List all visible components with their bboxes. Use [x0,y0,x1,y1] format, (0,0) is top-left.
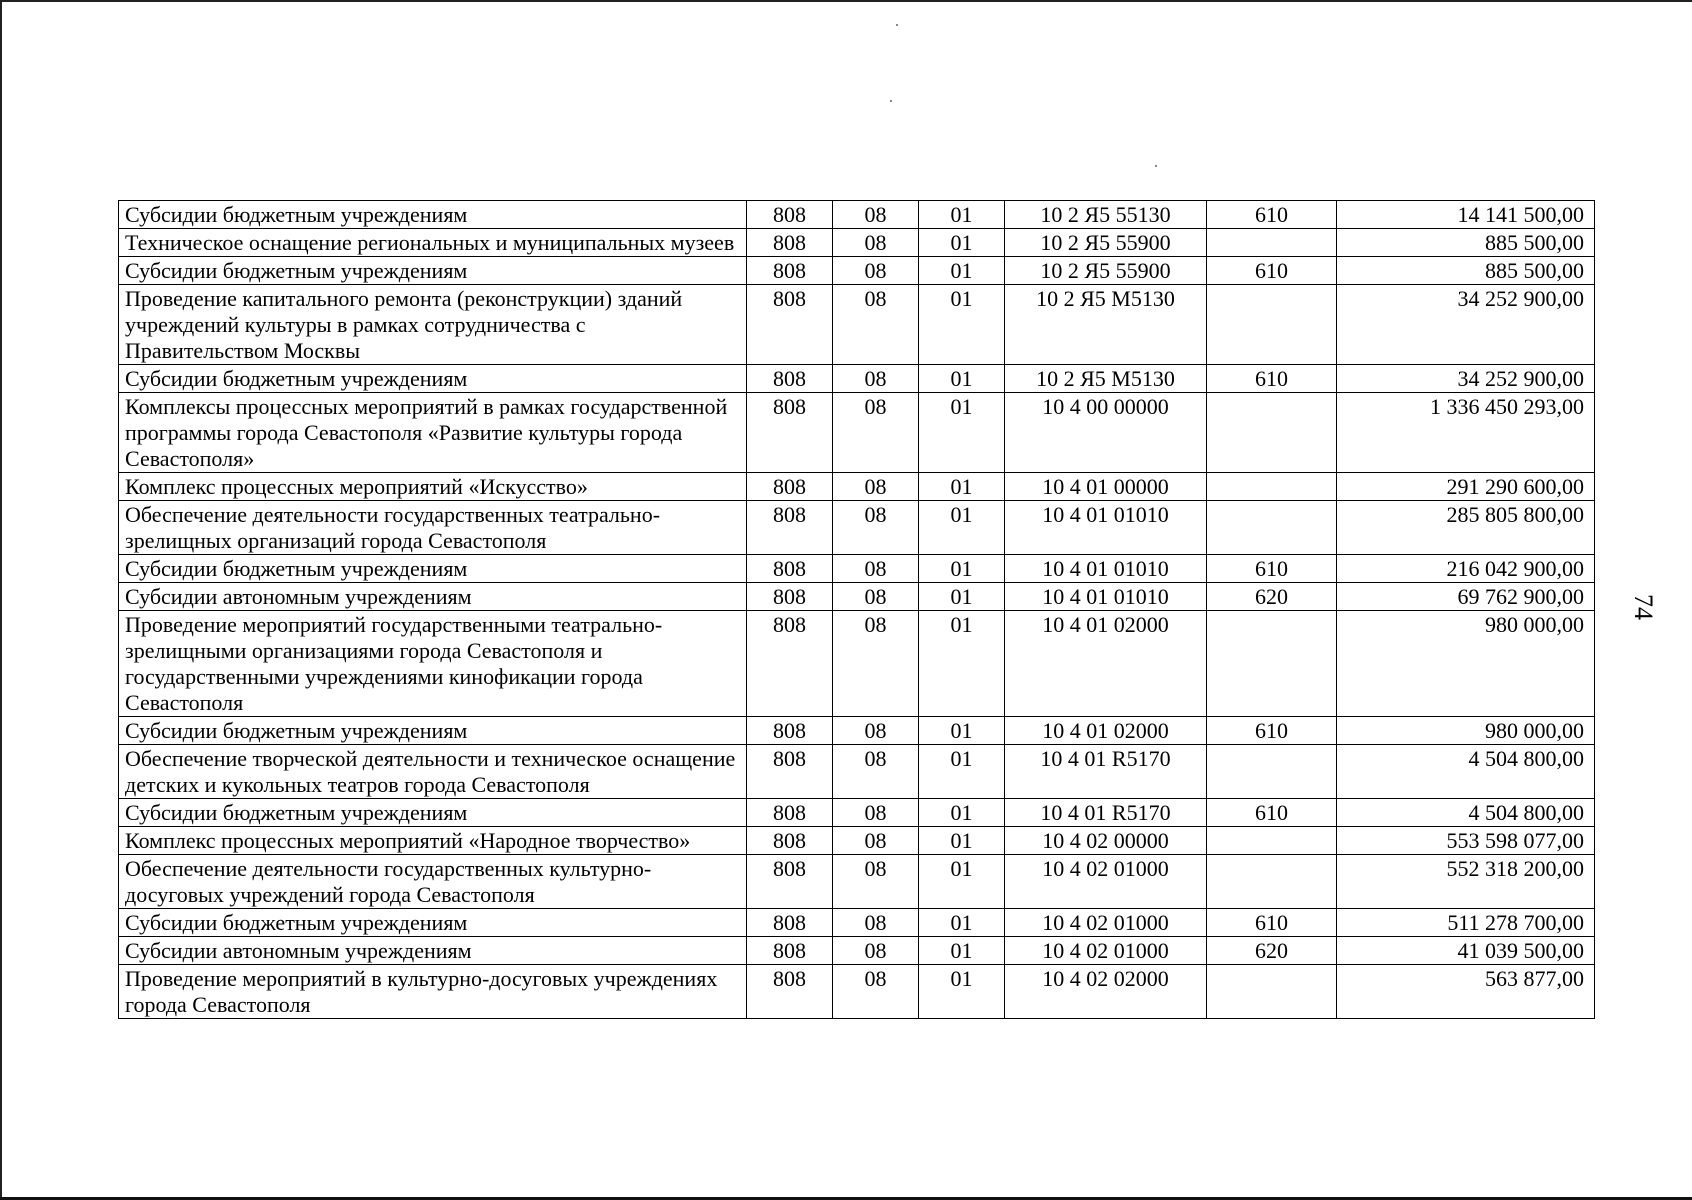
table-row [119,937,1595,965]
row-section-code: 08 [833,965,919,1019]
row-expense-type [1207,611,1337,717]
scan-speck [896,24,898,26]
row-subsection-code: 01 [919,745,1005,799]
row-ved-code: 808 [747,285,833,365]
row-ved-code: 808 [747,611,833,717]
table-row [119,717,1595,745]
row-target-article: 10 4 02 01000 [1005,909,1207,937]
row-section-code: 08 [833,909,919,937]
row-ved-code: 808 [747,745,833,799]
row-target-article: 10 4 01 02000 [1005,611,1207,717]
row-expense-type [1207,855,1337,909]
table-row [119,827,1595,855]
row-amount: 4 504 800,00 [1337,745,1595,799]
row-amount: 34 252 900,00 [1337,285,1595,365]
row-subsection-code: 01 [919,365,1005,393]
table-row [119,555,1595,583]
row-section-code: 08 [833,827,919,855]
row-expense-type: 610 [1207,201,1337,229]
table-row [119,501,1595,555]
row-target-article: 10 2 Я5 55130 [1005,201,1207,229]
row-expense-type [1207,285,1337,365]
row-section-code: 08 [833,229,919,257]
row-subsection-code: 01 [919,473,1005,501]
row-ved-code: 808 [747,827,833,855]
row-target-article: 10 4 00 00000 [1005,393,1207,473]
row-subsection-code: 01 [919,827,1005,855]
budget-table [118,200,1595,1019]
row-name: Субсидии бюджетным учреждениям [119,555,747,583]
scan-border-left [0,0,2,1200]
row-target-article: 10 4 01 R5170 [1005,799,1207,827]
row-target-article: 10 4 02 00000 [1005,827,1207,855]
row-amount: 69 762 900,00 [1337,583,1595,611]
row-expense-type [1207,501,1337,555]
row-name: Субсидии бюджетным учреждениям [119,365,747,393]
row-amount: 563 877,00 [1337,965,1595,1019]
row-amount: 41 039 500,00 [1337,937,1595,965]
row-section-code: 08 [833,473,919,501]
row-ved-code: 808 [747,365,833,393]
row-section-code: 08 [833,365,919,393]
row-ved-code: 808 [747,965,833,1019]
row-subsection-code: 01 [919,285,1005,365]
row-name: Комплекс процессных мероприятий «Народное творчество» [119,827,747,855]
scan-speck [890,100,892,102]
table-row [119,855,1595,909]
row-target-article: 10 2 Я5 55900 [1005,229,1207,257]
row-subsection-code: 01 [919,501,1005,555]
row-expense-type: 610 [1207,909,1337,937]
table-row [119,745,1595,799]
row-section-code: 08 [833,501,919,555]
row-expense-type: 620 [1207,583,1337,611]
row-section-code: 08 [833,257,919,285]
row-section-code: 08 [833,799,919,827]
row-expense-type [1207,965,1337,1019]
row-expense-type [1207,229,1337,257]
row-expense-type [1207,473,1337,501]
row-subsection-code: 01 [919,611,1005,717]
row-name: Субсидии автономным учреждениям [119,583,747,611]
row-amount: 980 000,00 [1337,611,1595,717]
row-ved-code: 808 [747,257,833,285]
row-ved-code: 808 [747,937,833,965]
row-subsection-code: 01 [919,201,1005,229]
row-amount: 885 500,00 [1337,229,1595,257]
row-expense-type: 610 [1207,799,1337,827]
page-number: 74 [1629,594,1658,620]
row-section-code: 08 [833,285,919,365]
row-ved-code: 808 [747,799,833,827]
row-amount: 1 336 450 293,00 [1337,393,1595,473]
table-row [119,393,1595,473]
row-section-code: 08 [833,393,919,473]
row-expense-type [1207,827,1337,855]
row-target-article: 10 2 Я5 55900 [1005,257,1207,285]
row-name: Субсидии бюджетным учреждениям [119,799,747,827]
row-section-code: 08 [833,937,919,965]
row-amount: 285 805 800,00 [1337,501,1595,555]
table-row [119,229,1595,257]
row-expense-type [1207,745,1337,799]
row-ved-code: 808 [747,201,833,229]
row-name: Субсидии автономным учреждениям [119,937,747,965]
row-name: Комплексы процессных мероприятий в рамках государственной программы города Севастополя «Развитие культуры города Севастополя» [119,393,747,473]
row-name: Субсидии бюджетным учреждениям [119,257,747,285]
row-target-article: 10 4 01 R5170 [1005,745,1207,799]
row-ved-code: 808 [747,501,833,555]
row-target-article: 10 4 01 01010 [1005,583,1207,611]
row-amount: 552 318 200,00 [1337,855,1595,909]
row-name: Обеспечение деятельности государственных театрально-зрелищных организаций города Севастополя [119,501,747,555]
row-subsection-code: 01 [919,229,1005,257]
row-amount: 216 042 900,00 [1337,555,1595,583]
row-name: Обеспечение творческой деятельности и техническое оснащение детских и кукольных театров города Севастополя [119,745,747,799]
row-amount: 553 598 077,00 [1337,827,1595,855]
row-target-article: 10 4 01 02000 [1005,717,1207,745]
table-row [119,257,1595,285]
row-name: Субсидии бюджетным учреждениям [119,201,747,229]
table-row [119,201,1595,229]
row-section-code: 08 [833,855,919,909]
row-subsection-code: 01 [919,257,1005,285]
row-subsection-code: 01 [919,555,1005,583]
row-amount: 4 504 800,00 [1337,799,1595,827]
table-row [119,611,1595,717]
row-name: Комплекс процессных мероприятий «Искусство» [119,473,747,501]
row-ved-code: 808 [747,555,833,583]
row-ved-code: 808 [747,909,833,937]
row-subsection-code: 01 [919,799,1005,827]
table-row [119,909,1595,937]
row-name: Субсидии бюджетным учреждениям [119,909,747,937]
row-amount: 34 252 900,00 [1337,365,1595,393]
row-amount: 14 141 500,00 [1337,201,1595,229]
row-section-code: 08 [833,555,919,583]
row-ved-code: 808 [747,393,833,473]
row-ved-code: 808 [747,229,833,257]
row-target-article: 10 2 Я5 М5130 [1005,285,1207,365]
row-ved-code: 808 [747,583,833,611]
table-row [119,365,1595,393]
table-body [119,201,1595,1019]
scan-border-top [0,0,1692,2]
table-row [119,965,1595,1019]
row-amount: 885 500,00 [1337,257,1595,285]
scan-speck [1155,165,1157,167]
row-expense-type: 620 [1207,937,1337,965]
row-subsection-code: 01 [919,583,1005,611]
row-name: Техническое оснащение региональных и муниципальных музеев [119,229,747,257]
row-section-code: 08 [833,583,919,611]
row-section-code: 08 [833,201,919,229]
row-subsection-code: 01 [919,937,1005,965]
row-subsection-code: 01 [919,855,1005,909]
row-section-code: 08 [833,611,919,717]
row-name: Обеспечение деятельности государственных культурно-досуговых учреждений города Севастополя [119,855,747,909]
row-subsection-code: 01 [919,717,1005,745]
row-expense-type: 610 [1207,717,1337,745]
row-target-article: 10 4 01 01010 [1005,501,1207,555]
row-target-article: 10 4 02 01000 [1005,855,1207,909]
row-name: Субсидии бюджетным учреждениям [119,717,747,745]
row-subsection-code: 01 [919,909,1005,937]
row-subsection-code: 01 [919,965,1005,1019]
row-ved-code: 808 [747,717,833,745]
row-amount: 511 278 700,00 [1337,909,1595,937]
table-row [119,473,1595,501]
row-subsection-code: 01 [919,393,1005,473]
row-name: Проведение капитального ремонта (реконструкции) зданий учреждений культуры в рамках сотрудничества с Правительством Москвы [119,285,747,365]
table-row [119,799,1595,827]
row-amount: 291 290 600,00 [1337,473,1595,501]
row-name: Проведение мероприятий государственными театрально-зрелищными организациями города Севастополя и государственными учреждениями кинофикации города Севастополя [119,611,747,717]
row-target-article: 10 4 02 01000 [1005,937,1207,965]
row-section-code: 08 [833,717,919,745]
row-target-article: 10 4 01 00000 [1005,473,1207,501]
row-expense-type: 610 [1207,365,1337,393]
table-row [119,285,1595,365]
row-target-article: 10 4 02 02000 [1005,965,1207,1019]
row-ved-code: 808 [747,473,833,501]
row-target-article: 10 4 01 01010 [1005,555,1207,583]
row-amount: 980 000,00 [1337,717,1595,745]
table-row [119,583,1595,611]
row-ved-code: 808 [747,855,833,909]
row-expense-type: 610 [1207,257,1337,285]
row-expense-type: 610 [1207,555,1337,583]
row-target-article: 10 2 Я5 М5130 [1005,365,1207,393]
row-name: Проведение мероприятий в культурно-досуговых учреждениях города Севастополя [119,965,747,1019]
row-section-code: 08 [833,745,919,799]
row-expense-type [1207,393,1337,473]
